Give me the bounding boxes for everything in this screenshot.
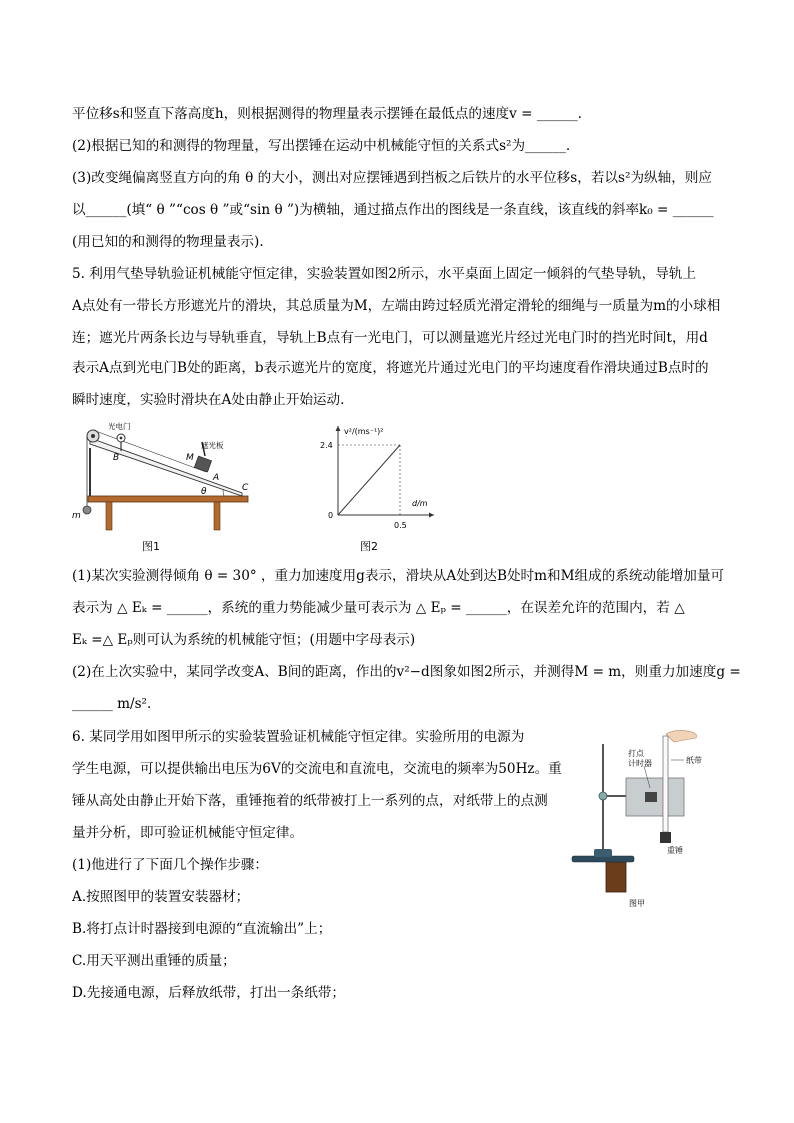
q5-line-3: 连；遮光片两条长边与导轨垂直，导轨上B点有一光电门，可以测量遮光片经过光电门时的挡光时间t，用d	[72, 330, 708, 346]
q6-step-a: A.按照图甲的装置安装器材；	[72, 889, 250, 905]
figure-1-incline-apparatus	[66, 420, 266, 540]
figure-2-graph	[304, 420, 444, 538]
figure-3-timer-apparatus	[568, 730, 718, 910]
table-leg-left	[106, 502, 112, 530]
q5-line-1: 5. 利用气垫导轨验证机械能守恒定律，实验装置如图2所示，水平桌面上固定一倾斜的气垫导轨，导轨上	[72, 266, 697, 282]
label-m: m	[72, 511, 81, 521]
q4-line-3: (3)改变绳偏离竖直方向的角 θ 的大小，测出对应摆锤遇到挡板之后铁片的水平位移s，若以s²为纵轴，则应	[72, 170, 713, 186]
q5-sub-line-4: (2)在上次实验中，某同学改变A、B间的距离，作出的v²−d图象如图2所示，并测得M = m，则重力加速度g =	[72, 664, 741, 680]
label-theta: θ	[201, 487, 207, 497]
label-A: A	[213, 473, 220, 483]
figure-2-caption: 图2	[360, 540, 378, 553]
q6-line-2: 学生电源，可以提供输出电压为6V的交流电和直流电，交流电的频率为50Hz。重	[72, 761, 562, 777]
table-top	[88, 496, 248, 502]
q6-step-d: D.先接通电源，后释放纸带，打出一条纸带；	[72, 985, 346, 1001]
q4-line-4: 以______(填“ θ ”“cos θ ”或“sin θ ”)为横轴，通过描点作出的图线是一条直线，该直线的斜率k₀ = ______	[72, 202, 714, 218]
q4-line-2: (2)根据已知的和测得的物理量，写出摆锤在运动中机械能守恒的关系式s²为______.	[72, 138, 571, 154]
q5-sub-line-1: (1)某次实验测得倾角 θ = 30° ，重力加速度用g表示，滑块从A处到达B处时m和M组成的系统动能增加量可	[72, 568, 725, 584]
q5-sub-line-2: 表示为 △ Eₖ = ______，系统的重力势能减少量可表示为 △ Eₚ = ______，在误差允许的范围内，若 △	[72, 600, 685, 616]
y-axis-label: v²/(ms⁻¹)²	[344, 427, 384, 436]
weight	[660, 832, 671, 843]
q4-line-5: (用已知的和测得的物理量表示).	[72, 234, 264, 250]
q5-line-4: 表示A点到光电门B处的距离，b表示遮光片的宽度，将遮光片通过光电门的平均速度看作滑块通过B点时的	[72, 360, 709, 376]
label-paper-tape: 纸带	[686, 756, 702, 765]
q6-step-c: C.用天平测出重锤的质量；	[72, 953, 236, 969]
series-line	[338, 445, 400, 515]
q6-line-1: 6. 某同学用如图甲所示的实验装置验证机械能守恒定律。实验所用的电源为	[72, 729, 525, 745]
figure-1-caption: 图1	[142, 540, 160, 553]
label-timer-2: 计时器	[628, 759, 652, 768]
q6-line-3: 锤从高处由静止开始下落，重锤拖着的纸带被打上一系列的点，对纸带上的点测	[72, 793, 548, 809]
table-leg-right	[214, 502, 220, 530]
label-M: M	[186, 453, 194, 463]
label-weight: 重锤	[667, 846, 683, 855]
label-photogate: 光电门	[108, 422, 131, 431]
label-shutter: 遮光板	[201, 441, 224, 450]
label-B: B	[113, 453, 120, 463]
q5-line-5: 瞬时速度，实验时滑块在A处由静止开始运动.	[72, 392, 345, 408]
origin-label: 0	[328, 511, 334, 520]
q5-sub-line-5: ______ m/s².	[72, 696, 152, 712]
q5-sub-line-3: Eₖ =△ Eₚ则可认为系统的机械能守恒；(用题中字母表示)	[72, 632, 416, 648]
y-tick-label: 2.4	[320, 441, 333, 450]
q6-line-4: 量并分析，即可验证机械能守恒定律。	[72, 825, 304, 841]
q6-step-b: B.将打点计时器接到电源的“直流输出”上；	[72, 921, 332, 937]
q5-line-2: A点处有一带长方形遮光片的滑块，其总质量为M，左端由跨过轻质光滑定滑轮的细绳与一质量为m的小球相	[72, 298, 721, 314]
paper-tape	[663, 736, 668, 832]
q4-line-1: 平位移s和竖直下落高度h，则根据测得的物理量表示摆锤在最低点的速度v = ______.	[72, 106, 582, 122]
label-timer-1: 打点	[628, 749, 644, 758]
x-axis-label: d/m	[412, 499, 428, 508]
hanging-ball	[83, 506, 91, 514]
label-C: C	[242, 483, 249, 493]
figure-3-caption: 图甲	[629, 899, 645, 908]
q6-line-5: (1)他进行了下面几个操作步骤：	[72, 857, 268, 873]
x-tick-label: 0.5	[394, 521, 407, 530]
